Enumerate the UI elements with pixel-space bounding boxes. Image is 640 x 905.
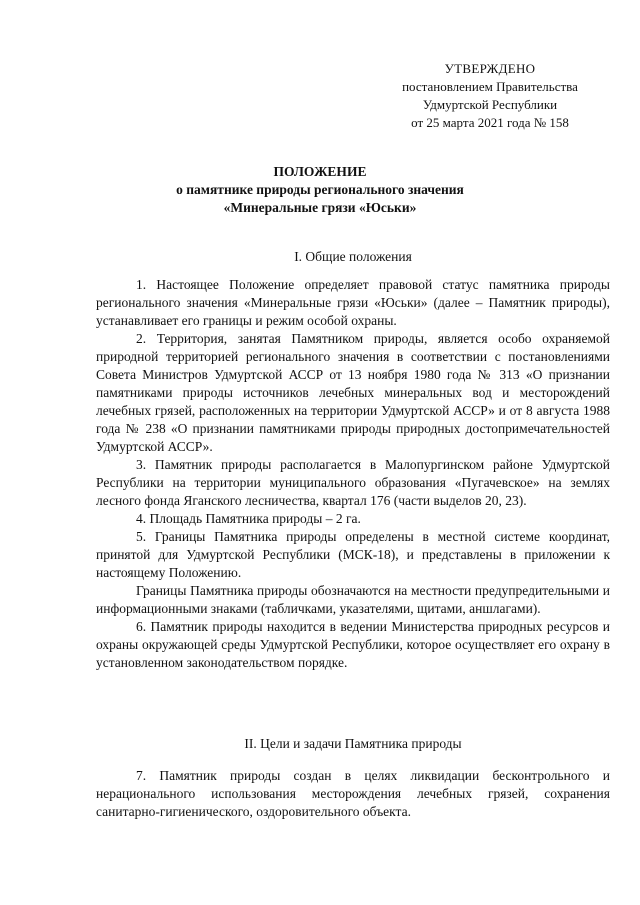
- section-1-body: [96, 276, 610, 672]
- paragraph-7: 7. Памятник природы создан в целях ликвидации бесконтрольного и нерационального использования месторождения лечебных грязей, сохранения санитарно-гигиенического, оздоровительного объекта.: [96, 768, 610, 819]
- approval-block: [370, 60, 610, 132]
- approval-line-3: от 25 марта 2021 года № 158: [411, 115, 569, 130]
- section-2-heading: II. Цели и задачи Памятника природы: [244, 736, 462, 751]
- approval-stamp: УТВЕРЖДЕНО: [444, 61, 536, 76]
- paragraph-5-borders: Границы Памятника природы обозначаются на местности предупредительными и информационными знаками (табличками, указателями, щитами, аншлагами).: [96, 583, 610, 616]
- approval-line-1: постановлением Правительства: [402, 79, 578, 94]
- title-heading: ПОЛОЖЕНИЕ: [273, 164, 367, 179]
- section-1-heading: I. Общие положения: [294, 249, 412, 264]
- paragraph-3: 3. Памятник природы располагается в Малопургинском районе Удмуртской Республики на территории муниципального образования «Пугачевское» на землях лесного фонда Яганского лесничества, квартал 176 (части выделов 20, 23).: [96, 457, 610, 508]
- title-subtitle-1: о памятнике природы регионального значения: [176, 182, 464, 197]
- paragraph-6: 6. Памятник природы находится в ведении Министерства природных ресурсов и охраны окружающей среды Удмуртской Республики, которое осуществляет его охрану в установленном законодательством порядке.: [96, 619, 610, 670]
- approval-line-2: Удмуртской Республики: [422, 97, 558, 112]
- paragraph-5: 5. Границы Памятника природы определены в местной системе координат, принятой для Удмуртской Республики (МСК-18), и представлены в приложении к настоящему Положению.: [96, 529, 610, 580]
- section-2-body: [96, 767, 610, 821]
- paragraph-4: 4. Площадь Памятника природы – 2 га.: [136, 511, 361, 526]
- document-title: [0, 163, 640, 217]
- title-subtitle-2: «Минеральные грязи «Юськи»: [223, 200, 417, 215]
- paragraph-1: 1. Настоящее Положение определяет правовой статус памятника природы регионального значения «Минеральные грязи «Юськи» (далее – Памятник природы), устанавливает его границы и режим особой охраны.: [96, 277, 610, 328]
- paragraph-2: 2. Территория, занятая Памятником природы, является особо охраняемой природной территорией регионального значения в соответствии с постановлениями Совета Министров Удмуртской АССР от 13 ноября 1980 года № 313 «О признании памятниками природы источников лечебных минеральных вод и месторождений лечебных грязей, расположенных на территории Удмуртской АССР» и от 8 августа 1988 года № 238 «О признании памятниками природы природных достопримечательностей Удмуртской АССР».: [96, 331, 610, 454]
